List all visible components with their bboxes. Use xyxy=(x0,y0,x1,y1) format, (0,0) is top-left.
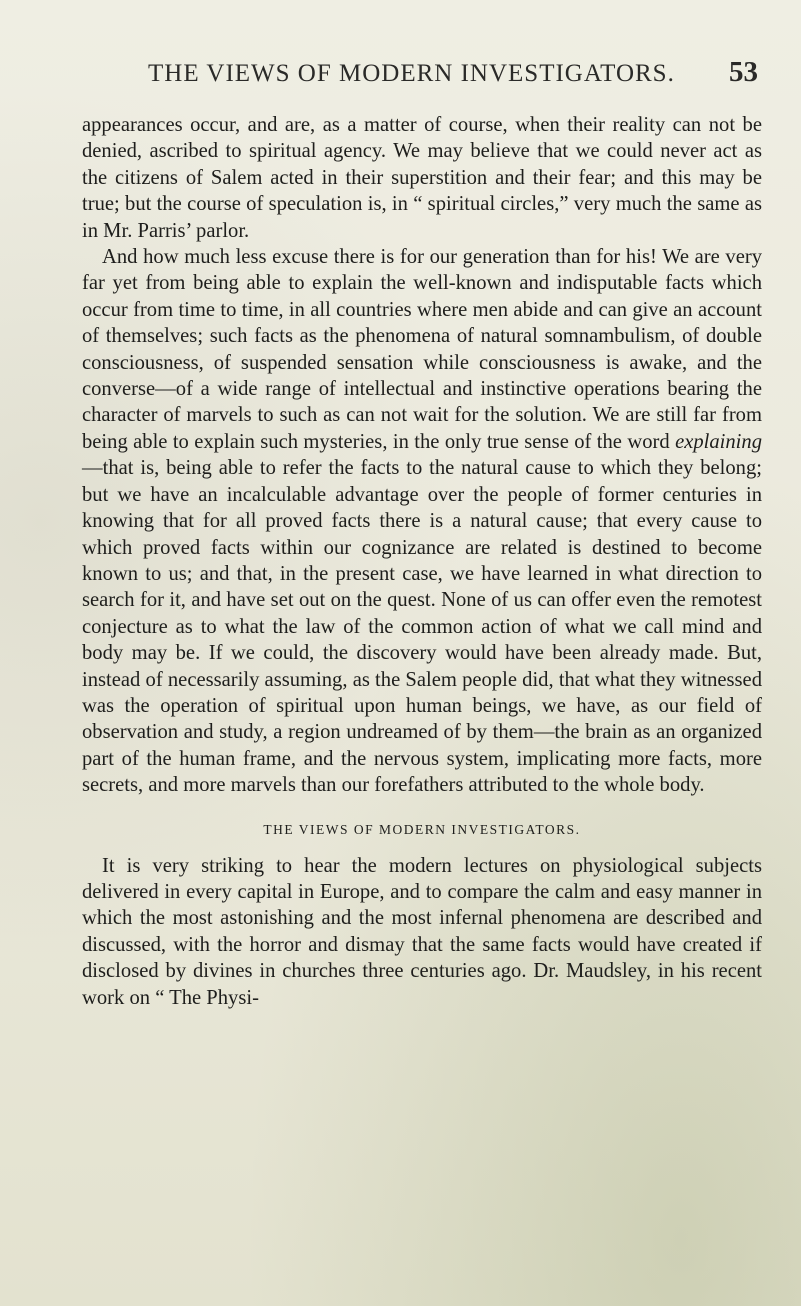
paragraph-final: It is very striking to hear the modern lectures on physiological subjects delivered in every capital in Europe, and to compare the calm and easy manner in which the most astonishing and the most infernal phenomena are described and discussed, with the horror and dismay that the same facts would have created if disclosed by divines in churches three centuries ago. Dr. Maudsley, in his recent work on “ The Physi- xyxy=(82,854,762,1009)
body-text xyxy=(82,112,762,1011)
running-head xyxy=(148,56,758,88)
paragraph-text-before: And how much less excuse there is for our generation than for his! We are very far yet from being able to explain the well-known and indisputable facts which occur from time to time, in all countries where men abide and can give an account of themselves; such facts as the phenomena of natural somnambulism, of double consciousness, of suspended sensation while consciousness is awake, and the converse—of a wide range of intellectual and instinctive operations bearing the character of marvels to such as can not wait for the solution. We are still far from being able to explain such mysteries, in the only true sense of the word xyxy=(82,246,762,453)
paragraph-explaining xyxy=(82,244,762,799)
page-number: 53 xyxy=(729,56,758,88)
section-heading: THE VIEWS OF MODERN INVESTIGATORS. xyxy=(263,821,581,837)
italic-word: explaining xyxy=(675,430,762,453)
running-head-title: THE VIEWS OF MODERN INVESTIGATORS. xyxy=(148,60,675,87)
paragraph-text-after: —that is, being able to refer the facts to the natural cause to which they belong; but we have an incalculable advantage over the people of former centuries in knowing that for all proved facts there is a natural cause; that every cause to which proved facts within our cognizance are related is destined to become known to us; and that, in the present case, we have learned in what direction to search for it, and have set out on the quest. None of us can offer even the remotest conjecture as to what the law of the common action of what we call mind and body may be. If we could, the discovery would have been already made. But, instead of necessarily assuming, as the Salem people did, that what they witnessed was the operation of spiritual upon human beings, we have, as our field of observation and study, a region undreamed of by them—the brain as an organized part of the human frame, and the nervous system, implicating more facts, more secrets, and more marvels than our forefathers attributed to the whole body. xyxy=(82,457,762,797)
paragraph-continued: appearances occur, and are, as a matter of course, when their reality can not be denied, ascribed to spiritual agency. We may believe that we could never act as the citizens of Salem acted in their superstition and their fear; and this may be true; but the course of speculation is, in “ spiritual circles,” very much the same as in Mr. Parris’ parlor. xyxy=(82,114,762,242)
